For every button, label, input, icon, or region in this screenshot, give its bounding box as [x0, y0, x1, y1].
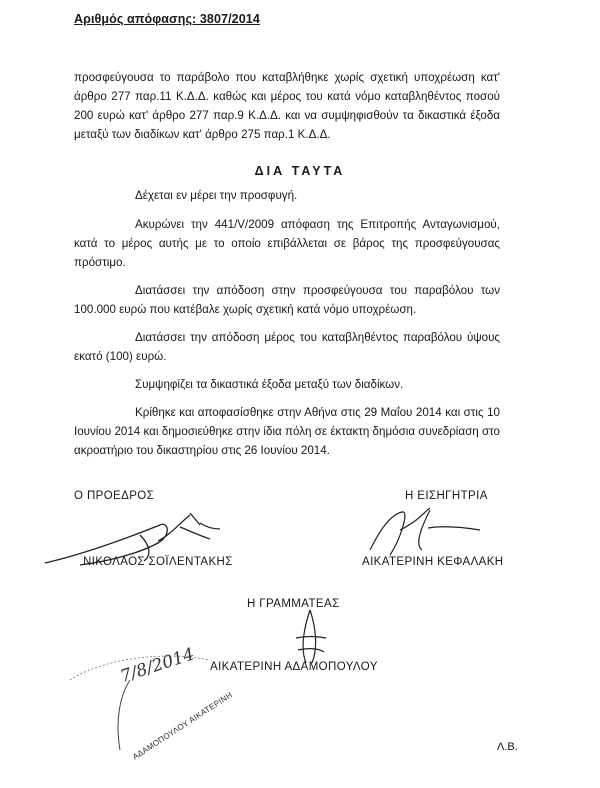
ruling-item: Διατάσσει την απόδοση μέρος του καταβληθέντος παραβόλου ύψους εκατό (100) ευρώ. — [74, 331, 500, 363]
stamp-name: ΑΔΑΜΟΠΟΥΛΟΥ ΑΙΚΑΤΕΡΙΝΗ — [131, 690, 235, 762]
president-label: Ο ΠΡΟΕΔΡΟΣ — [74, 490, 155, 502]
handwritten-date: 7/8/2014 — [118, 644, 197, 688]
footer-initials: Λ.Β. — [497, 741, 518, 753]
secretary-signature — [290, 608, 330, 668]
official-stamp-ring — [60, 640, 220, 760]
ruling-item: Δέχεται εν μέρει την προσφυγή. — [135, 189, 298, 202]
ruling-item: Κρίθηκε και αποφασίσθηκε στην Αθήνα στις 29 Μαΐου 2014 και στις 10 Ιουνίου 2014 και δημοσιεύθηκε στην ίδια πόλη σε έκτακτη δημόσια συνεδρίαση στο ακροατήριο του δικαστηρίου στις 26 Ιουνίου 2014. — [74, 406, 500, 457]
rapporteur-label: Η ΕΙΣΗΓΗΤΡΙΑ — [405, 490, 488, 502]
rapporteur-name: ΑΙΚΑΤΕΡΙΝΗ ΚΕΦΑΛΑΚΗ — [362, 556, 504, 568]
section-heading: ΔΙΑ ΤΑΥΤΑ — [254, 164, 346, 178]
decision-number-header: Αριθμός απόφασης: 3807/2014 — [74, 12, 260, 26]
ruling-item: Ακυρώνει την 441/V/2009 απόφαση της Επιτροπής Ανταγωνισμού, κατά το μέρος αυτής με το οποίο επιβάλλεται σε βάρος της προσφεύγουσας πρόστιμο. — [74, 218, 500, 269]
intro-paragraph: προσφεύγουσα το παράβολο που καταβλήθηκε χωρίς σχετική υποχρέωση κατ' άρθρο 277 παρ.11 Κ.Δ.Δ. καθώς και μέρος του κατά νόμο καταβληθέντος ποσού 200 ευρώ κατ' άρθρο 277 παρ.9 Κ.Δ.Δ. και να συμψηφισθούν τα δικαστικά έξοδα μεταξύ των διαδίκων κατ' άρθρο 275 παρ.1 Κ.Δ.Δ. — [74, 71, 500, 141]
ruling-item: Συμψηφίζει τα δικαστικά έξοδα μεταξύ των διαδίκων. — [135, 378, 404, 391]
secretary-name: ΑΙΚΑΤΕΡΙΝΗ ΑΔΑΜΟΠΟΥΛΟΥ — [210, 661, 378, 673]
secretary-label: Η ΓΡΑΜΜΑΤΕΑΣ — [247, 598, 340, 610]
ruling-item: Διατάσσει την απόδοση στην προσφεύγουσα του παραβόλου των 100.000 ευρώ που κατέβαλε χωρίς σχετική κατά νόμο υποχρέωση. — [74, 284, 500, 316]
president-name: ΝΙΚΟΛΑΟΣ ΣΟΪΛΕΝΤΑΚΗΣ — [83, 556, 233, 568]
rulings-list — [74, 186, 500, 469]
